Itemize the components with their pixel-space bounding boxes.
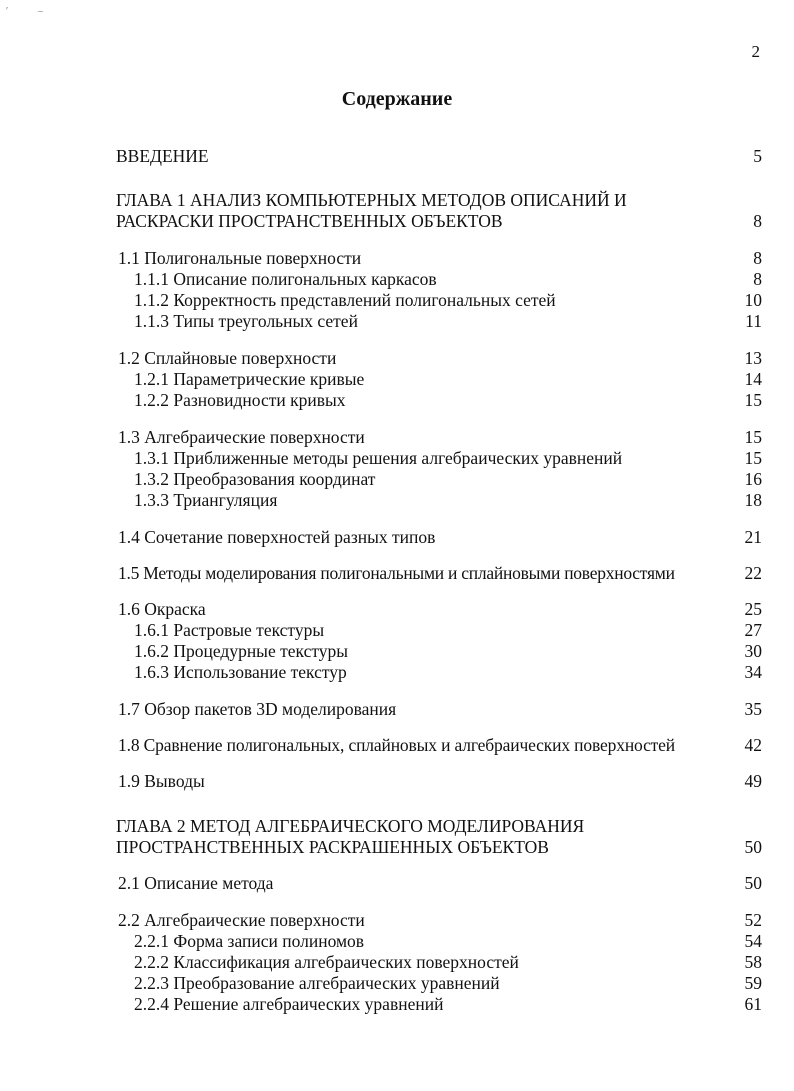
toc-entry-page: 54 <box>744 931 762 951</box>
toc-entry-text: ПРОСТРАНСТВЕННЫХ РАСКРАШЕННЫХ ОБЪЕКТОВ <box>116 837 549 857</box>
toc-entry-text: 2.2 Алгебраические поверхности <box>118 910 365 930</box>
toc-entry-page: 50 <box>744 873 762 893</box>
toc-entry-text: 1.6.3 Использование текстур <box>134 662 347 682</box>
scan-mark: – <box>38 6 43 17</box>
toc-entry-1-2 <box>0 348 794 370</box>
toc-entry-text: 2.2.1 Форма записи полиномов <box>134 931 365 951</box>
toc-entry-text: 2.2.2 Классификация алгебраических поверхностей <box>134 952 519 972</box>
toc-entry-page: 21 <box>744 527 762 547</box>
toc-entry-2-2-4 <box>0 994 794 1016</box>
scan-mark: ′ <box>6 6 9 17</box>
toc-entry-page: 13 <box>744 348 762 368</box>
toc-entry-page: 58 <box>744 952 762 972</box>
toc-entry-page: 35 <box>744 699 762 719</box>
toc-entry-page: 34 <box>744 662 762 682</box>
page-title: Содержание <box>341 88 453 110</box>
toc-entry-page: 27 <box>744 620 762 640</box>
toc-entry-page: 49 <box>744 771 762 791</box>
toc-entry-text: 1.6 Окраска <box>118 599 206 619</box>
toc-entry-text: 1.8 Сравнение полигональных, сплайновых и алгебраических поверхностей <box>118 735 676 755</box>
toc-entry-1-3-3 <box>0 490 794 512</box>
toc-entry-text: 1.4 Сочетание поверхностей разных типов <box>118 527 436 547</box>
toc-entry-page: 11 <box>745 311 762 331</box>
toc-entry-page: 18 <box>744 490 762 510</box>
toc-entry-2-2-3 <box>0 973 794 995</box>
toc-entry-text: 1.2.2 Разновидности кривых <box>134 390 346 410</box>
toc-entry-text: 1.2 Сплайновые поверхности <box>118 348 337 368</box>
toc-entry-text: 1.1 Полигональные поверхности <box>118 248 362 268</box>
toc-entry-1-9 <box>0 771 794 793</box>
toc-entry-text: 1.5 Методы моделирования полигональными и сплайновыми поверхностями <box>118 563 675 583</box>
toc-entry-text: 2.1 Описание метода <box>118 873 274 893</box>
toc-entry-text: ГЛАВА 1 АНАЛИЗ КОМПЬЮТЕРНЫХ МЕТОДОВ ОПИСАНИЙ И <box>116 190 627 210</box>
toc-entry-page: 10 <box>744 290 762 310</box>
toc-entry-1-3 <box>0 427 794 449</box>
toc-entry-text: 1.1.1 Описание полигональных каркасов <box>134 269 437 289</box>
toc-entry-page: 8 <box>753 248 762 268</box>
toc-entry-text: 1.6.2 Процедурные текстуры <box>134 641 349 661</box>
toc-entry-text: 1.1.3 Типы треугольных сетей <box>134 311 358 331</box>
toc-entry-1-1-3 <box>0 311 794 333</box>
toc-entry-1-6-3 <box>0 662 794 684</box>
toc-entry-1-3-1 <box>0 448 794 470</box>
toc-entry-page: 8 <box>753 269 762 289</box>
toc-entry-text: 1.3.2 Преобразования координат <box>134 469 376 489</box>
toc-entry-page: 16 <box>744 469 762 489</box>
toc-entry-text: 2.2.4 Решение алгебраических уравнений <box>134 994 444 1014</box>
toc-entry-text: 1.6.1 Растровые текстуры <box>134 620 325 640</box>
toc-entry-text: 1.3 Алгебраические поверхности <box>118 427 365 447</box>
toc-entry-page: 15 <box>744 427 762 447</box>
toc-entry-page: 5 <box>753 146 762 166</box>
toc-entry-1-7 <box>0 699 794 721</box>
toc-entry-chapter-1-line-2 <box>0 211 794 233</box>
toc-entry-introduction <box>0 146 794 168</box>
toc-entry-1-3-2 <box>0 469 794 491</box>
toc-entry-text: 1.9 Выводы <box>118 771 205 791</box>
toc-entry-1-1-1 <box>0 269 794 291</box>
toc-entry-text: 1.7 Обзор пакетов 3D моделирования <box>118 699 397 719</box>
toc-entry-chapter-2-line-1 <box>0 816 794 838</box>
toc-entry-page: 42 <box>744 735 762 755</box>
toc-entry-text: РАСКРАСКИ ПРОСТРАНСТВЕННЫХ ОБЪЕКТОВ <box>116 211 503 231</box>
toc-entry-page: 22 <box>744 563 762 583</box>
toc-entry-page: 8 <box>753 211 762 231</box>
toc-entry-2-2-1 <box>0 931 794 953</box>
toc-entry-2-1 <box>0 873 794 895</box>
toc-entry-2-2-2 <box>0 952 794 974</box>
toc-entry-page: 61 <box>744 994 762 1014</box>
toc-entry-text: 1.3.1 Приближенные методы решения алгебраических уравнений <box>134 448 623 468</box>
toc-entry-1-4 <box>0 527 794 549</box>
toc-entry-text: 1.3.3 Триангуляция <box>134 490 278 510</box>
toc-entry-chapter-2-line-2 <box>0 837 794 859</box>
toc-entry-page: 30 <box>744 641 762 661</box>
toc-entry-text: ВВЕДЕНИЕ <box>116 146 209 166</box>
toc-entry-chapter-1-line-1 <box>0 190 794 212</box>
toc-entry-text: 1.2.1 Параметрические кривые <box>134 369 365 389</box>
toc-entry-1-2-2 <box>0 390 794 412</box>
toc-entry-1-1 <box>0 248 794 270</box>
toc-entry-1-6-1 <box>0 620 794 642</box>
toc-entry-page: 15 <box>744 448 762 468</box>
toc-entry-text: 2.2.3 Преобразование алгебраических уравнений <box>134 973 500 993</box>
toc-entry-2-2 <box>0 910 794 932</box>
toc-entry-1-5 <box>0 563 794 585</box>
toc-entry-1-1-2 <box>0 290 794 312</box>
toc-entry-page: 15 <box>744 390 762 410</box>
toc-entry-page: 50 <box>744 837 762 857</box>
toc-entry-page: 52 <box>744 910 762 930</box>
toc-entry-page: 25 <box>744 599 762 619</box>
toc-entry-1-8 <box>0 735 794 757</box>
toc-entry-text: ГЛАВА 2 МЕТОД АЛГЕБРАИЧЕСКОГО МОДЕЛИРОВАНИЯ <box>116 816 585 836</box>
toc-entry-text: 1.1.2 Корректность представлений полигональных сетей <box>134 290 556 310</box>
toc-entry-1-6-2 <box>0 641 794 663</box>
toc-entry-page: 59 <box>744 973 762 993</box>
toc-entry-1-6 <box>0 599 794 621</box>
page-number: 2 <box>751 42 760 61</box>
toc-entry-1-2-1 <box>0 369 794 391</box>
toc-entry-page: 14 <box>744 369 762 389</box>
